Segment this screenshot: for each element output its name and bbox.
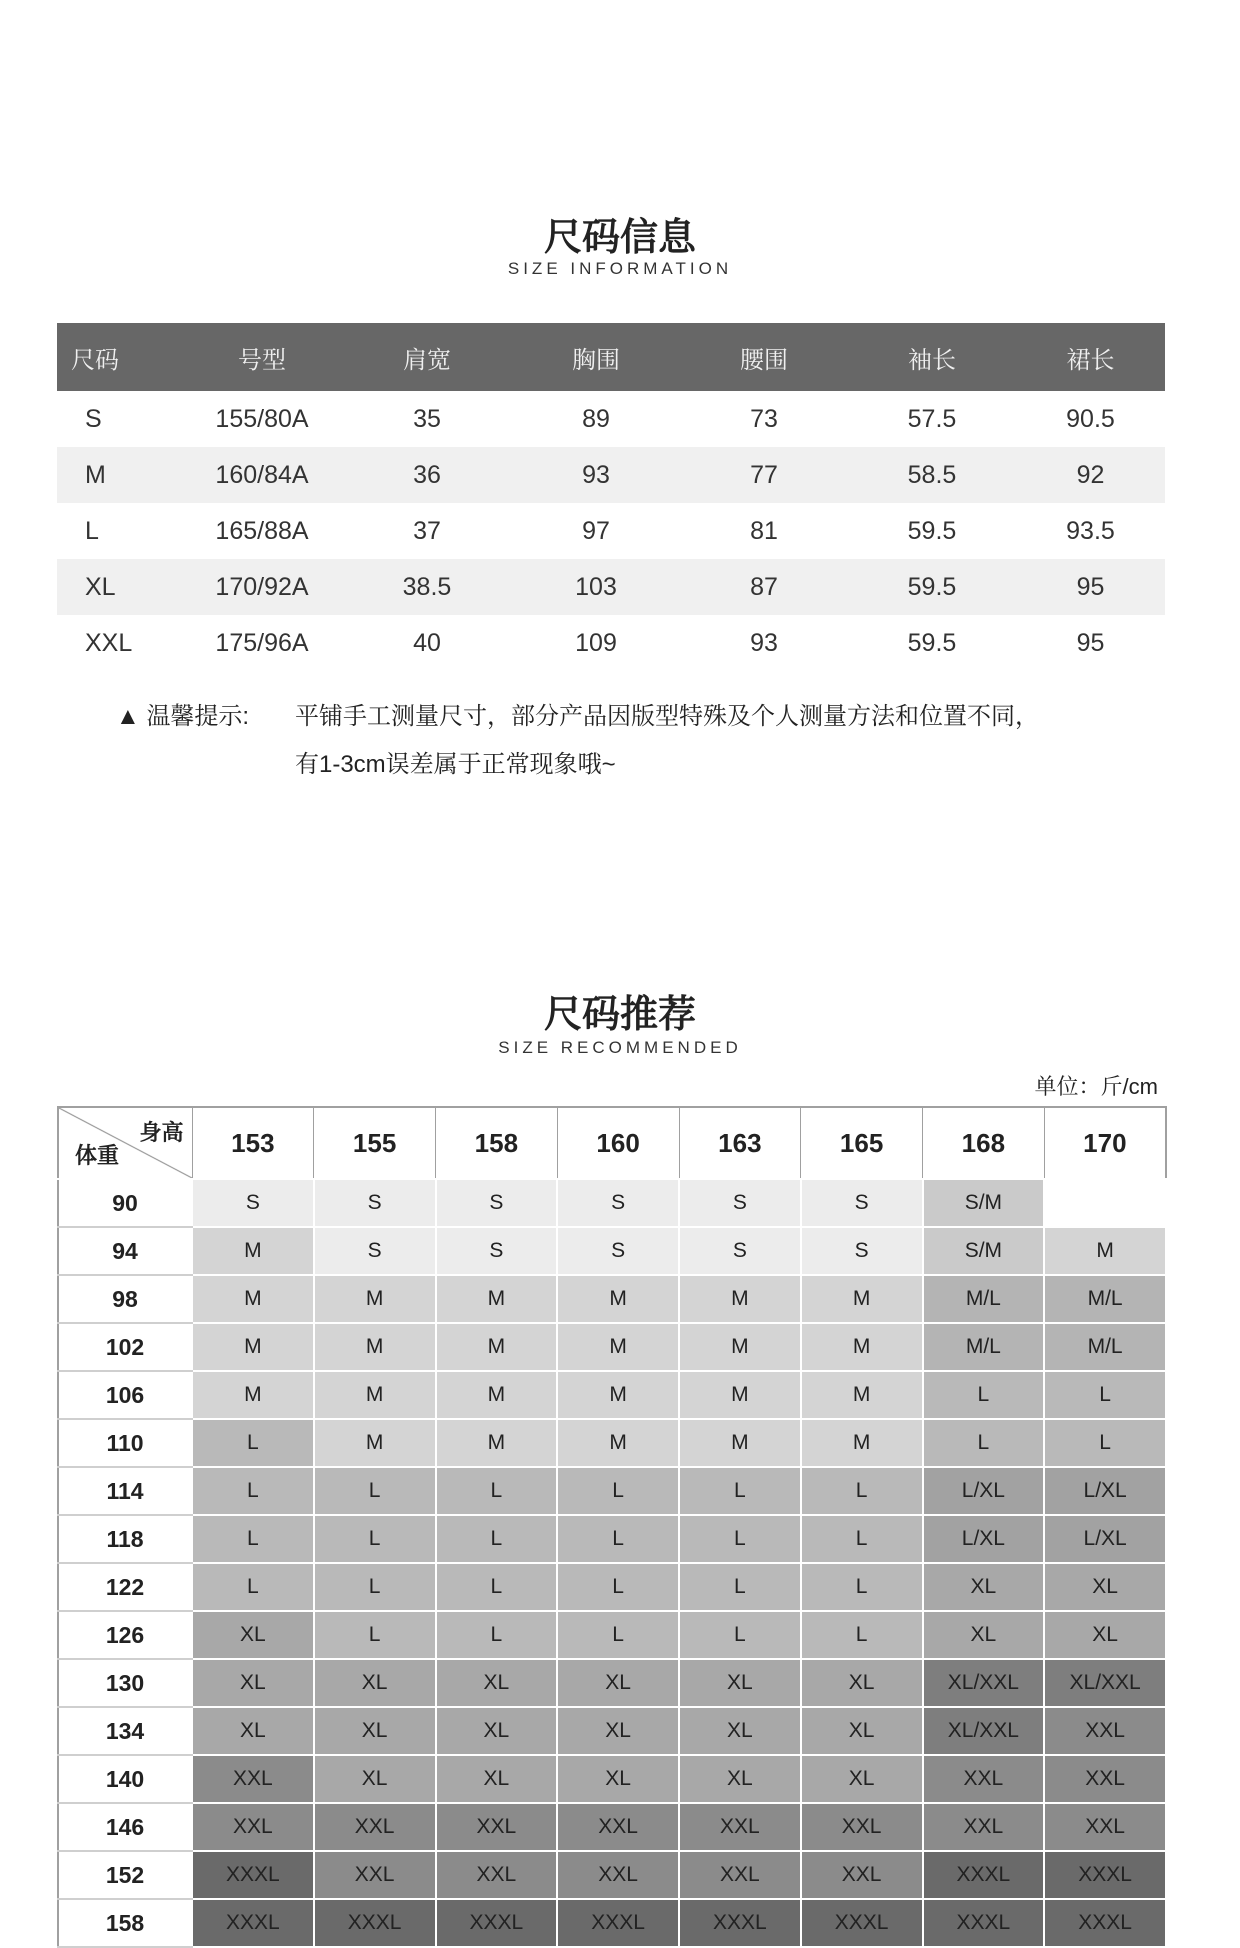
table-cell: XL <box>57 559 182 615</box>
size-cell: L <box>314 1515 436 1563</box>
size-cell: S <box>192 1179 314 1227</box>
size-cell: S <box>436 1179 558 1227</box>
size-cell: M <box>557 1275 679 1323</box>
size-cell: XL <box>679 1707 801 1755</box>
table-cell: 90.5 <box>1066 404 1115 433</box>
weight-cell: 90 <box>58 1179 192 1227</box>
size-cell: XL <box>436 1707 558 1755</box>
table-cell: 87 <box>680 559 848 615</box>
size-cell: M <box>557 1419 679 1467</box>
table-cell: 109 <box>575 628 617 657</box>
size-cell: XL <box>436 1659 558 1707</box>
size-cell: XXL <box>801 1851 923 1899</box>
size-cell: L/XL <box>923 1515 1045 1563</box>
size-cell: M <box>557 1371 679 1419</box>
size-cell: L <box>436 1515 558 1563</box>
size-cell: L <box>314 1467 436 1515</box>
size-cell: S <box>314 1179 436 1227</box>
table-row <box>57 615 1165 671</box>
table-cell: 165/88A <box>215 516 309 545</box>
size-cell: XL <box>1044 1611 1166 1659</box>
weight-cell: 140 <box>58 1755 192 1803</box>
size-cell: XXL <box>679 1851 801 1899</box>
size-cell: S <box>436 1227 558 1275</box>
table-cell: 92 <box>1016 447 1165 503</box>
table-cell: 81 <box>750 516 778 545</box>
weight-cell: 146 <box>58 1803 192 1851</box>
table-cell: 40 <box>413 628 441 657</box>
size-cell: L <box>436 1467 558 1515</box>
weight-cell: 110 <box>58 1419 192 1467</box>
table-cell: 155/80A <box>215 404 309 433</box>
column-header: 号型 <box>182 323 342 391</box>
size-cell: L <box>923 1371 1045 1419</box>
size-cell: L <box>801 1563 923 1611</box>
table-row <box>58 1851 1166 1899</box>
height-header: 168 <box>923 1107 1045 1179</box>
table-cell: 93.5 <box>1066 516 1115 545</box>
weight-cell: 118 <box>58 1515 192 1563</box>
size-cell: XL <box>679 1755 801 1803</box>
column-header: 腰围 <box>680 323 848 391</box>
size-cell: XL <box>557 1755 679 1803</box>
size-cell: L <box>801 1467 923 1515</box>
size-cell: L <box>557 1467 679 1515</box>
table-row <box>58 1899 1166 1947</box>
size-cell: L <box>801 1515 923 1563</box>
size-recommend-title: 尺码推荐 <box>543 994 696 1036</box>
table-row <box>58 1803 1166 1851</box>
table-cell: 58.5 <box>848 447 1016 503</box>
size-cell: L <box>192 1563 314 1611</box>
tip-line-2: 有1-3cm误差属于正常现象哦~ <box>295 751 616 778</box>
size-cell: XXXL <box>923 1899 1045 1947</box>
weight-cell: 98 <box>58 1275 192 1323</box>
size-cell: XL <box>923 1611 1045 1659</box>
size-cell: L <box>679 1611 801 1659</box>
size-cell: L <box>679 1515 801 1563</box>
height-header: 153 <box>192 1107 314 1179</box>
size-cell: M <box>801 1275 923 1323</box>
table-cell: 73 <box>750 404 778 433</box>
weight-cell: 102 <box>58 1323 192 1371</box>
size-info-subtitle: SIZE INFORMATION <box>507 259 733 278</box>
size-cell: M <box>679 1275 801 1323</box>
size-cell: S <box>679 1179 801 1227</box>
size-cell: M <box>436 1371 558 1419</box>
table-row <box>57 503 1165 559</box>
size-cell: L <box>557 1611 679 1659</box>
size-cell: M <box>314 1323 436 1371</box>
size-cell: L <box>923 1419 1045 1467</box>
table-row <box>58 1371 1166 1419</box>
size-cell: XXL <box>436 1851 558 1899</box>
table-cell: 103 <box>512 559 680 615</box>
size-cell: M/L <box>1044 1323 1166 1371</box>
weight-cell: 126 <box>58 1611 192 1659</box>
table-cell: 160/84A <box>182 447 342 503</box>
size-cell: M <box>192 1227 314 1275</box>
size-cell: XXXL <box>557 1899 679 1947</box>
table-row <box>58 1755 1166 1803</box>
size-cell: XXL <box>923 1755 1045 1803</box>
size-cell: M <box>801 1371 923 1419</box>
table-cell: 170/92A <box>182 559 342 615</box>
size-cell: L <box>436 1611 558 1659</box>
column-header: 袖长 <box>848 323 1016 391</box>
size-cell: M <box>192 1275 314 1323</box>
size-cell: XXL <box>679 1803 801 1851</box>
size-cell: XL/XXL <box>923 1659 1045 1707</box>
size-info-table <box>57 323 1165 671</box>
size-cell: XXXL <box>679 1899 801 1947</box>
size-cell: L <box>436 1563 558 1611</box>
size-cell: S <box>314 1227 436 1275</box>
table-cell: 97 <box>582 516 610 545</box>
size-info-title: 尺码信息 <box>543 217 696 259</box>
size-cell: XL <box>314 1755 436 1803</box>
height-header-row <box>58 1107 1166 1179</box>
size-cell: M/L <box>1044 1275 1166 1323</box>
size-cell: S <box>557 1179 679 1227</box>
size-cell: L <box>192 1467 314 1515</box>
size-cell: M <box>679 1371 801 1419</box>
tip-line-1: 平铺手工测量尺寸，部分产品因版型特殊及个人测量方法和位置不同， <box>295 703 1039 730</box>
size-cell: L <box>1044 1371 1166 1419</box>
height-header: 160 <box>557 1107 679 1179</box>
size-cell: S <box>557 1227 679 1275</box>
size-cell: XXL <box>436 1803 558 1851</box>
size-cell: XXXL <box>923 1851 1045 1899</box>
size-cell: S <box>801 1179 923 1227</box>
size-cell: L <box>557 1563 679 1611</box>
table-row <box>58 1659 1166 1707</box>
weight-cell: 130 <box>58 1659 192 1707</box>
size-cell: XXL <box>1044 1803 1166 1851</box>
size-cell: L/XL <box>923 1467 1045 1515</box>
size-cell: XXL <box>192 1755 314 1803</box>
warning-icon: ▲ <box>116 703 140 730</box>
weight-cell: 122 <box>58 1563 192 1611</box>
size-cell: XL <box>801 1707 923 1755</box>
size-cell: XXXL <box>1044 1899 1166 1947</box>
table-cell: 95 <box>1016 559 1165 615</box>
size-cell: L <box>801 1611 923 1659</box>
size-cell: M <box>801 1323 923 1371</box>
size-cell: XXL <box>801 1803 923 1851</box>
weight-cell: 114 <box>58 1467 192 1515</box>
size-cell: M/L <box>923 1275 1045 1323</box>
size-cell: XXL <box>192 1803 314 1851</box>
size-info-header-row <box>57 323 1165 391</box>
table-row <box>57 391 1165 447</box>
size-cell: M <box>192 1371 314 1419</box>
table-cell: 93 <box>512 447 680 503</box>
unit-label: 单位：斤/cm <box>1034 1074 1158 1099</box>
size-cell: XXXL <box>801 1899 923 1947</box>
size-cell: M <box>436 1419 558 1467</box>
table-cell: 77 <box>680 447 848 503</box>
table-row <box>58 1419 1166 1467</box>
size-cell: XL <box>923 1563 1045 1611</box>
size-cell: XXL <box>1044 1707 1166 1755</box>
size-cell: XXL <box>314 1803 436 1851</box>
table-cell: M <box>57 447 182 503</box>
table-cell: XXL <box>85 628 133 657</box>
size-cell: L <box>557 1515 679 1563</box>
size-cell: M <box>314 1419 436 1467</box>
height-header: 163 <box>679 1107 801 1179</box>
size-cell: XXXL <box>192 1851 314 1899</box>
size-cell: M <box>436 1275 558 1323</box>
size-cell: XL <box>557 1707 679 1755</box>
table-cell: 95 <box>1076 628 1105 657</box>
table-row <box>58 1179 1166 1227</box>
size-cell: L/XL <box>1044 1467 1166 1515</box>
table-row <box>58 1227 1166 1275</box>
weight-cell: 158 <box>58 1899 192 1947</box>
table-row <box>58 1515 1166 1563</box>
size-cell <box>1044 1179 1166 1227</box>
size-cell: XXL <box>557 1851 679 1899</box>
height-header: 155 <box>314 1107 436 1179</box>
table-row <box>58 1611 1166 1659</box>
size-cell: XXXL <box>436 1899 558 1947</box>
size-cell: M <box>1044 1227 1166 1275</box>
tip-label: 温馨提示: <box>146 703 250 730</box>
table-row <box>58 1275 1166 1323</box>
size-cell: XL <box>192 1611 314 1659</box>
size-cell: S/M <box>923 1179 1045 1227</box>
size-cell: L <box>192 1515 314 1563</box>
size-cell: L <box>679 1467 801 1515</box>
table-row <box>57 559 1165 615</box>
size-cell: XXL <box>1044 1755 1166 1803</box>
size-cell: XL <box>801 1659 923 1707</box>
size-cell: XXL <box>557 1803 679 1851</box>
tip-row <box>116 696 249 731</box>
size-cell: M/L <box>923 1323 1045 1371</box>
table-cell: 93 <box>750 628 778 657</box>
size-cell: M <box>192 1323 314 1371</box>
size-cell: XL/XXL <box>1044 1659 1166 1707</box>
height-header: 158 <box>436 1107 558 1179</box>
table-row <box>58 1323 1166 1371</box>
size-cell: XL/XXL <box>923 1707 1045 1755</box>
size-cell: XL <box>192 1707 314 1755</box>
height-header: 170 <box>1044 1107 1166 1179</box>
size-cell: XL <box>436 1755 558 1803</box>
size-cell: L <box>192 1419 314 1467</box>
table-cell: 59.5 <box>907 628 957 657</box>
size-cell: XXL <box>923 1803 1045 1851</box>
table-cell: 59.5 <box>848 559 1016 615</box>
size-cell: S <box>679 1227 801 1275</box>
table-row <box>58 1707 1166 1755</box>
size-cell: M <box>557 1323 679 1371</box>
table-cell: 59.5 <box>907 516 957 545</box>
size-cell: L <box>679 1563 801 1611</box>
column-header: 裙长 <box>1016 323 1165 391</box>
table-cell: 35 <box>413 404 441 433</box>
size-cell: XL <box>314 1659 436 1707</box>
size-cell: XL <box>557 1659 679 1707</box>
size-recommend-subtitle: SIZE RECOMMENDED <box>498 1038 742 1057</box>
size-cell: M <box>801 1419 923 1467</box>
size-cell: L <box>1044 1419 1166 1467</box>
size-cell: M <box>314 1371 436 1419</box>
table-cell: 89 <box>582 404 610 433</box>
table-cell: 36 <box>342 447 512 503</box>
column-header: 尺码 <box>57 323 182 391</box>
table-cell: 57.5 <box>907 404 957 433</box>
size-cell: L <box>314 1611 436 1659</box>
column-header: 胸围 <box>512 323 680 391</box>
size-cell: XL <box>801 1755 923 1803</box>
size-cell: L <box>314 1563 436 1611</box>
weight-cell: 106 <box>58 1371 192 1419</box>
size-cell: M <box>436 1323 558 1371</box>
size-cell: XL <box>679 1659 801 1707</box>
weight-cell: 134 <box>58 1707 192 1755</box>
size-cell: XXXL <box>192 1899 314 1947</box>
size-cell: XXXL <box>1044 1851 1166 1899</box>
weight-cell: 152 <box>58 1851 192 1899</box>
table-cell: 38.5 <box>342 559 512 615</box>
size-cell: XL <box>1044 1563 1166 1611</box>
table-cell: S <box>85 404 102 433</box>
size-cell: M <box>679 1419 801 1467</box>
table-row <box>58 1467 1166 1515</box>
table-cell: L <box>85 516 99 545</box>
height-label: 身高 <box>139 1120 184 1145</box>
table-row <box>57 447 1165 503</box>
size-cell: XL <box>192 1659 314 1707</box>
size-cell: S/M <box>923 1227 1045 1275</box>
size-cell: XL <box>314 1707 436 1755</box>
size-cell: S <box>801 1227 923 1275</box>
table-cell: 37 <box>413 516 441 545</box>
column-header: 肩宽 <box>342 323 512 391</box>
height-header: 165 <box>801 1107 923 1179</box>
size-cell: L/XL <box>1044 1515 1166 1563</box>
table-cell: 175/96A <box>215 628 309 657</box>
table-row <box>58 1563 1166 1611</box>
size-cell: XXL <box>314 1851 436 1899</box>
size-cell: M <box>314 1275 436 1323</box>
weight-label: 体重 <box>75 1143 120 1168</box>
size-cell: M <box>679 1323 801 1371</box>
size-recommend-table <box>57 1106 1167 1948</box>
weight-cell: 94 <box>58 1227 192 1275</box>
corner-header <box>58 1107 192 1179</box>
size-cell: XXXL <box>314 1899 436 1947</box>
